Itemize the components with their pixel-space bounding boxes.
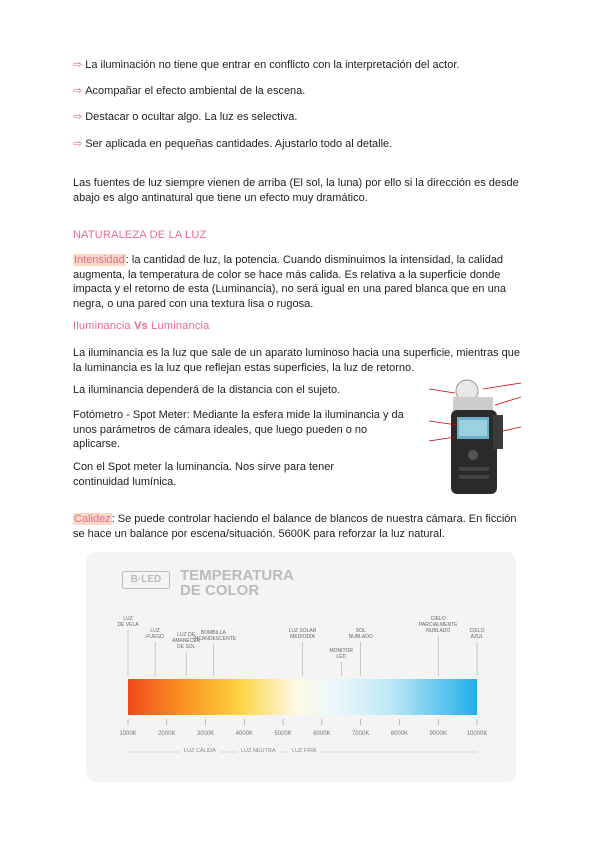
source-label: LUZ DE VELA	[117, 616, 139, 628]
source-label: BOMBILLA INCANDESCENTE	[193, 630, 237, 642]
legend-neutral: LUZ NEUTRA	[237, 748, 280, 754]
spot-meter-paragraph: Con el Spot meter la luminancia. Nos sirve para tener continuidad lumínica.	[73, 461, 335, 488]
source-label: MONITOR LED	[329, 648, 354, 660]
calidez-paragraph: Calidez: Se puede controlar haciendo el balance de blancos de nuestra cámara. En ficción se hace un balance por escena/situación. 5600K para reforzar la luz natural.	[73, 513, 517, 540]
kelvin-tick-label: 5000K	[274, 731, 292, 737]
kelvin-tick-label: 8000K	[390, 731, 409, 737]
source-label: SOL NUBLADO	[348, 628, 373, 640]
intro-paragraph: Las fuentes de luz siempre vienen de arriba (El sol, la luna) por ello si la dirección es desde abajo es algo antinatural que tiene un efecto muy dramático.	[73, 177, 519, 204]
kelvin-tick-label: 10000K	[466, 731, 488, 737]
kelvin-tick-label: 2000K	[158, 731, 176, 737]
source-label: LUZ FUEGO	[146, 628, 165, 640]
bullet-item: ⇨ La iluminación no tiene que entrar en conflicto con la interpretación del actor.	[73, 59, 460, 71]
iluminancia-paragraph: La iluminancia es la luz que sale de un aparato luminoso hacia una superficie, mientras que la luminancia es la luz que reflejan estas superficies, la luz de retorno.	[73, 347, 520, 374]
intensidad-paragraph: Intensidad: la cantidad de luz, la potencia. Cuando disminuimos la intensidad, la calidad augmenta, la temperatura de color se hace más calida. Es relativa a la superficie donde impacta y el retorno de esta (Luminancia), no será igual en una pared blanca que en una negra, o una pared con una textura lisa o rugosa.	[73, 254, 506, 310]
source-label: LUZ DE AMANECER DE SOL	[171, 632, 201, 650]
kelvin-tick-label: 1000K	[119, 731, 137, 737]
kelvin-tick-label: 6000K	[313, 731, 331, 737]
calidez-term: Calidez	[74, 513, 111, 525]
iluminancia-distance: La iluminancia dependerá de la distancia con el sujeto.	[73, 384, 341, 396]
kelvin-tick-label: 9000K	[429, 731, 447, 737]
arrow-icon: ⇨	[73, 111, 83, 123]
source-label: CIELO AZUL	[469, 628, 485, 640]
kelvin-tick-label: 3000K	[196, 731, 215, 737]
intensidad-term: Intensidad	[74, 254, 125, 266]
bullet-item: ⇨ Destacar o ocultar algo. La luz es selectiva.	[73, 111, 298, 123]
source-label: LUZ SOLAR MEDIODÍA	[288, 628, 317, 640]
bullet-item: ⇨ Acompañar el efecto ambiental de la escena.	[73, 85, 306, 97]
kelvin-tick-label: 4000K	[235, 731, 253, 737]
bullet-item: ⇨ Ser aplicada en pequeñas cantidades. Ajustarlo todo al detalle.	[73, 138, 393, 150]
subheading: Iluminancia Vs Luminancia	[73, 320, 210, 332]
kelvin-tick-label: 7000K	[351, 731, 370, 737]
arrow-icon: ⇨	[73, 85, 83, 97]
section-title: NATURALEZA DE LA LUZ	[73, 229, 207, 241]
legend-cold: LUZ FRÍA	[288, 748, 320, 754]
arrow-icon: ⇨	[73, 59, 83, 71]
arrow-icon: ⇨	[73, 138, 83, 150]
source-label: CIELO PARCIALMENTE NUBLADO	[418, 616, 458, 634]
bled-logo: B·LED	[122, 571, 170, 589]
legend-warm: LUZ CÁLIDA	[180, 748, 220, 754]
fotometro-paragraph: Fotómetro - Spot Meter: Mediante la esfera mide la iluminancia y da unos parámetros de cámara ideales, que luego pueden o no aplicarse.	[73, 409, 404, 450]
temperature-gradient-bar	[128, 679, 477, 715]
chart-title: TEMPERATURA DE COLOR	[180, 567, 294, 599]
